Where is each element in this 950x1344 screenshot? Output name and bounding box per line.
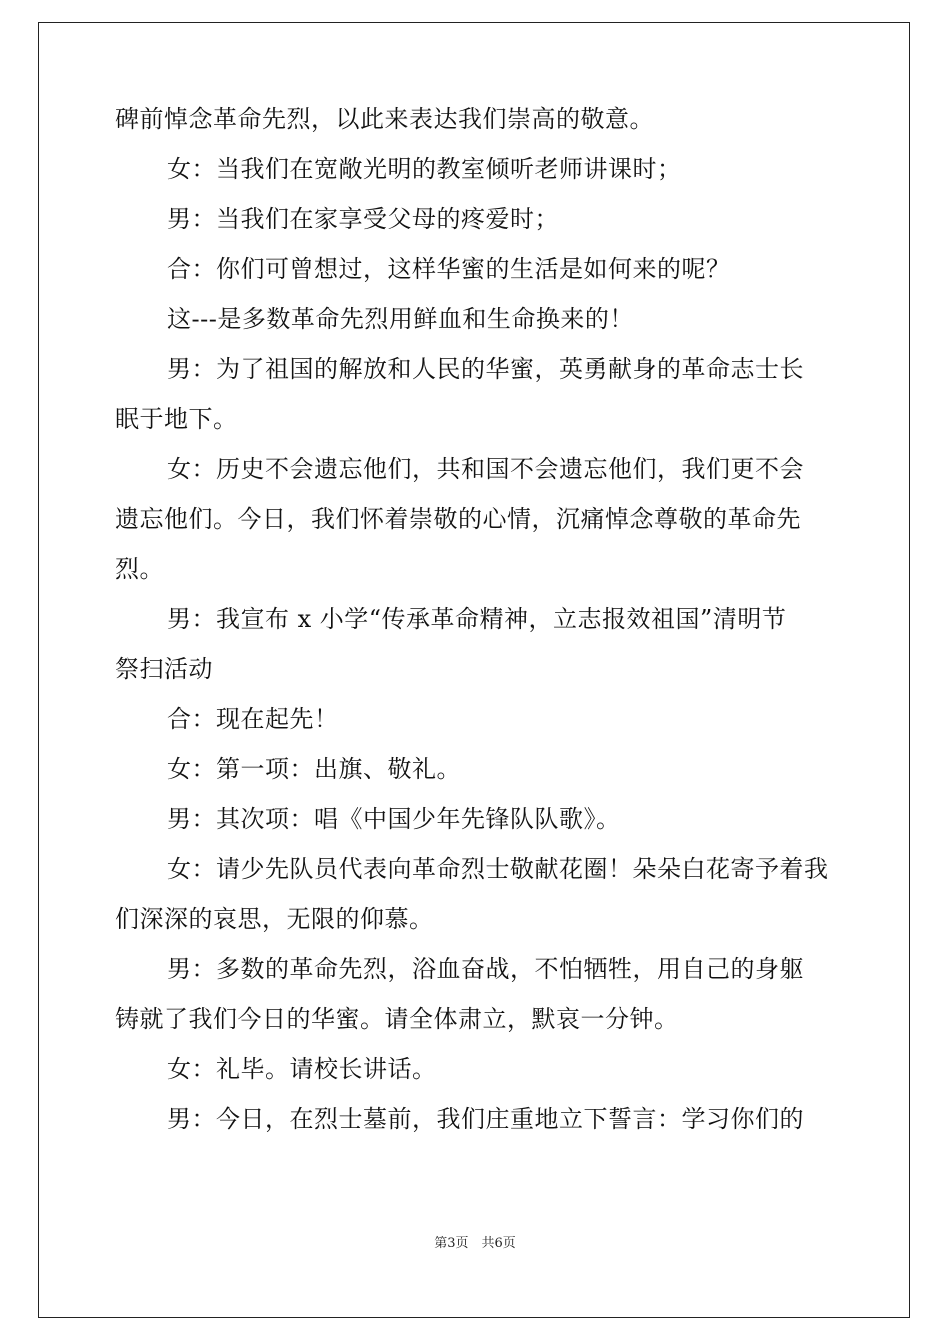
text-line-6: 男：为了祖国的解放和人民的华蜜，英勇献身的革命志士长 [167, 355, 804, 383]
text-line-11: 男：我宣布 x 小学“传承革命精神，立志报效祖国”清明节 [167, 605, 787, 633]
page-number-footer: 第3页 共6页 [434, 1236, 516, 1251]
text-line-10: 烈。 [115, 555, 164, 583]
text-line-4: 合：你们可曾想过，这样华蜜的生活是如何来的呢？ [167, 255, 731, 283]
text-line-9: 遗忘他们。今日，我们怀着崇敬的心情，沉痛悼念尊敬的革命先 [115, 505, 801, 533]
text-line-21: 男：今日，在烈士墓前，我们庄重地立下誓言：学习你们的 [167, 1105, 804, 1133]
document-body [115, 94, 835, 1144]
text-line-7: 眠于地下。 [115, 405, 238, 433]
text-line-13: 合：现在起先！ [167, 705, 339, 733]
text-line-14: 女：第一项：出旗、敬礼。 [167, 755, 461, 783]
text-line-8: 女：历史不会遗忘他们，共和国不会遗忘他们，我们更不会 [167, 455, 804, 483]
text-line-15: 男：其次项：唱《中国少年先锋队队歌》。 [167, 805, 621, 833]
text-line-5: 这---是多数革命先烈用鲜血和生命换来的！ [167, 305, 634, 333]
text-line-12: 祭扫活动 [115, 655, 213, 683]
text-line-1: 碑前悼念革命先烈，以此来表达我们崇高的敬意。 [115, 105, 654, 133]
text-line-16: 女：请少先队员代表向革命烈士敬献花圈！朵朵白花寄予着我 [167, 855, 829, 883]
text-line-2: 女：当我们在宽敞光明的教室倾听老师讲课时； [167, 155, 682, 183]
text-line-19: 铸就了我们今日的华蜜。请全体肃立，默哀一分钟。 [115, 1005, 679, 1033]
text-line-17: 们深深的哀思，无限的仰慕。 [115, 905, 434, 933]
text-line-3: 男：当我们在家享受父母的疼爱时； [167, 205, 559, 233]
text-line-18: 男：多数的革命先烈，浴血奋战，不怕牺牲，用自己的身躯 [167, 955, 804, 983]
text-line-20: 女：礼毕。请校长讲话。 [167, 1055, 437, 1083]
